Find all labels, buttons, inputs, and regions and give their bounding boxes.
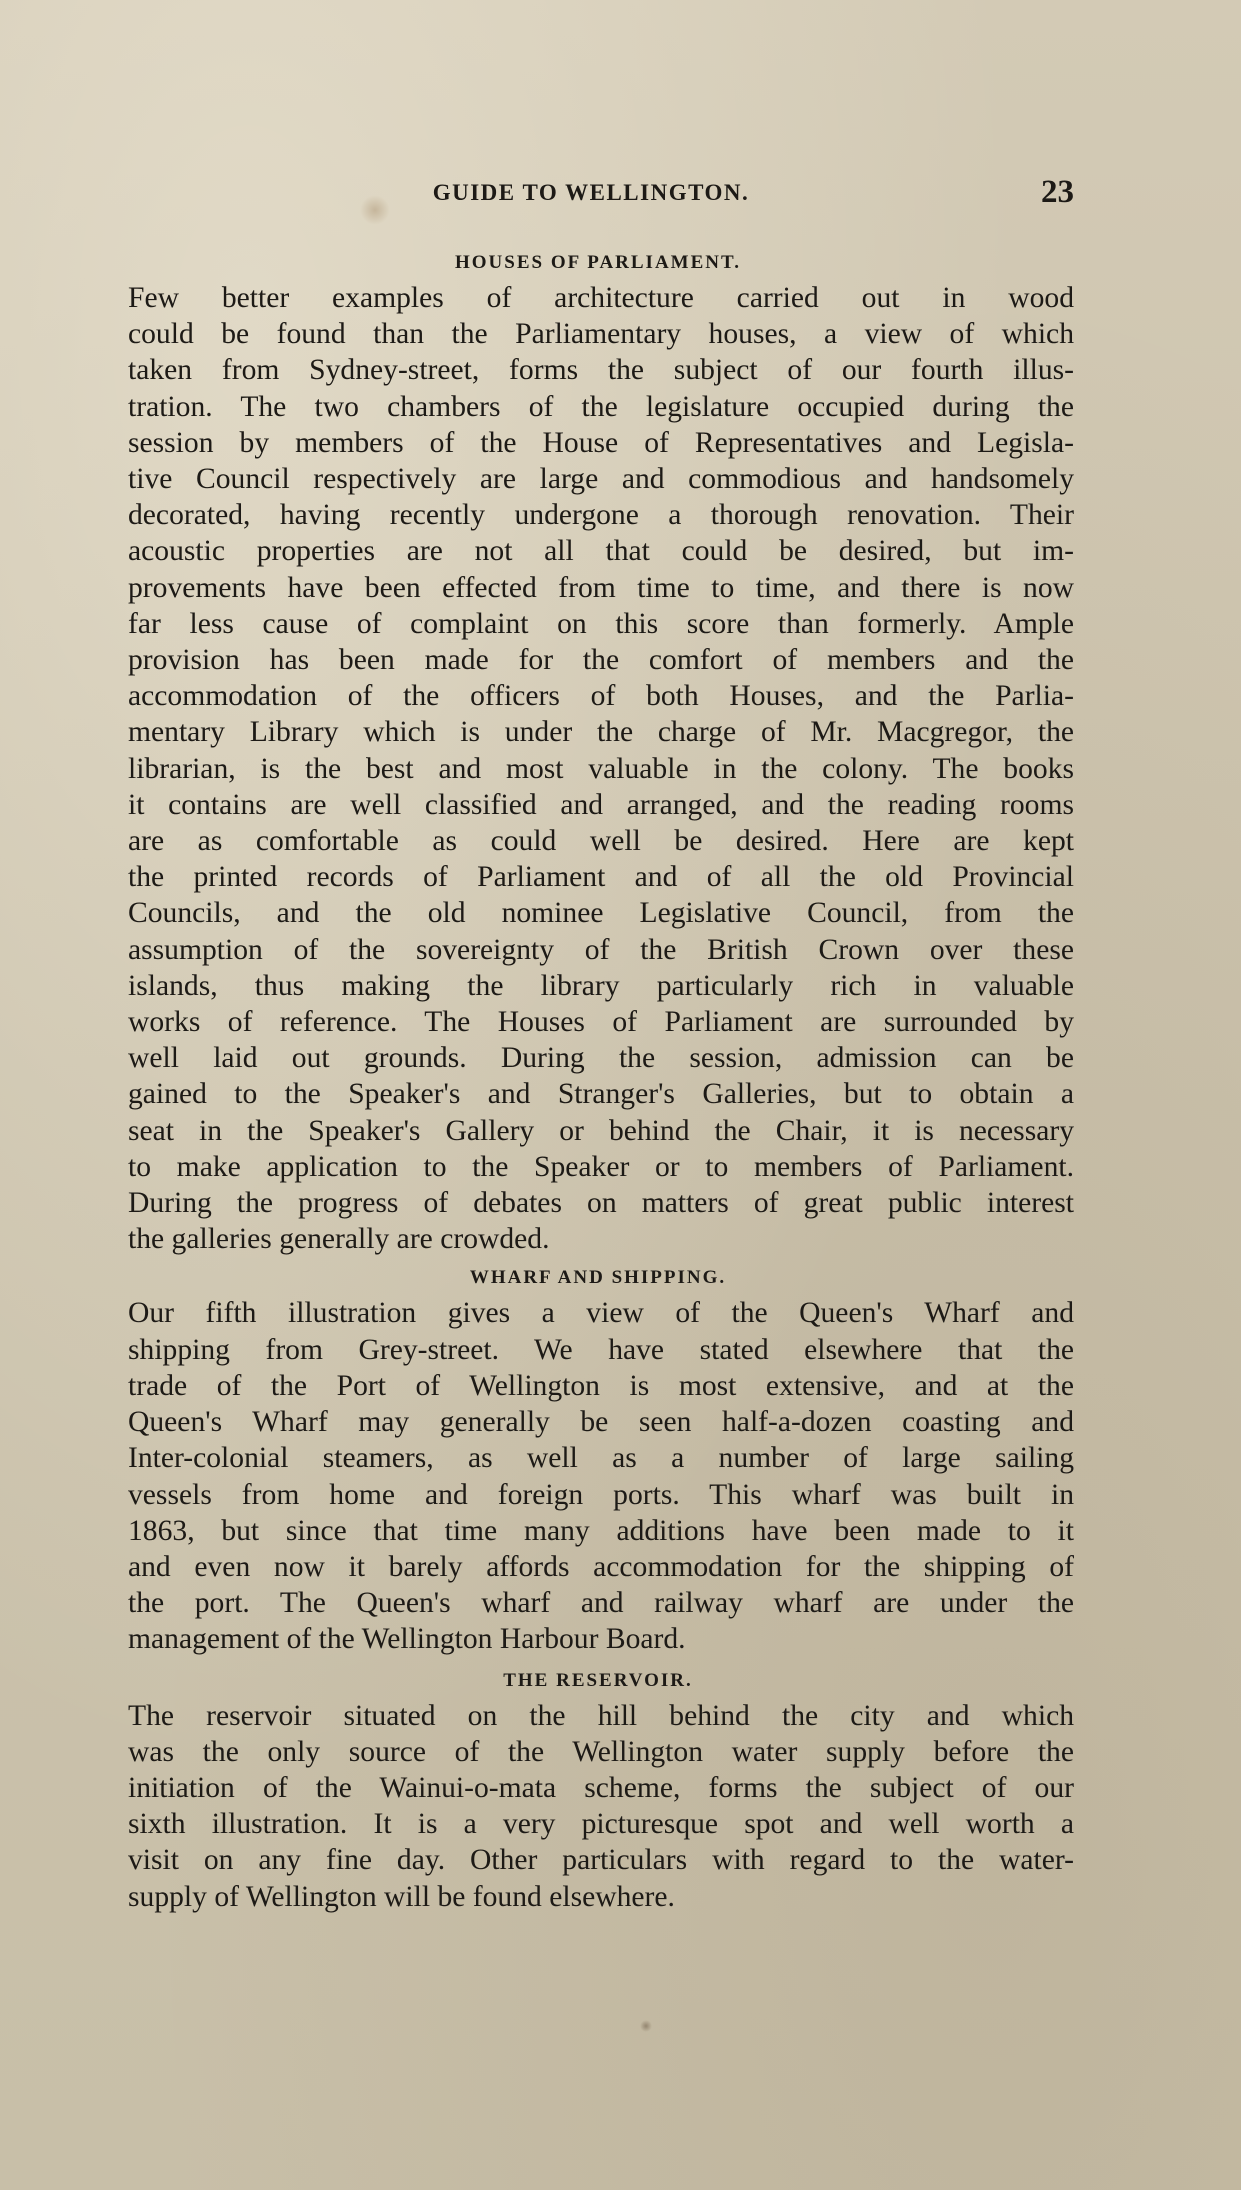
text-line: Councils, and the old nominee Legislative Council, from the	[128, 897, 1074, 930]
text-line: vessels from home and foreign ports. This wharf was built in	[128, 1478, 1074, 1511]
text-line: shipping from Grey-street. We have stated elsewhere that the	[128, 1333, 1074, 1366]
text-line: Queen's Wharf may generally be seen half-a-dozen coasting and	[128, 1406, 1074, 1439]
text-line: it contains are well classified and arranged, and the reading rooms	[128, 788, 1074, 821]
page-number: 23	[1041, 174, 1074, 210]
text-line: mentary Library which is under the charge of Mr. Macgregor, the	[128, 716, 1074, 749]
section-heading-houses-of-parliament: HOUSES OF PARLIAMENT.	[454, 252, 742, 273]
text-line: and even now it barely affords accommodation for the shipping of	[128, 1550, 1074, 1583]
text-line: well laid out grounds. During the session, admission can be	[128, 1042, 1074, 1075]
text-line: management of the Wellington Harbour Board.	[128, 1623, 686, 1656]
text-line: islands, thus making the library particularly rich in valuable	[128, 969, 1074, 1002]
book-page	[108, 170, 1074, 1915]
text-line: works of reference. The Houses of Parliament are surrounded by	[128, 1006, 1074, 1039]
text-line: taken from Sydney-street, forms the subject of our fourth illus-	[128, 354, 1074, 387]
text-line: sixth illustration. It is a very picturesque spot and well worth a	[128, 1808, 1074, 1841]
paper-speck	[640, 2020, 652, 2032]
text-line: provements have been effected from time to time, and there is now	[128, 571, 1074, 604]
text-line: Few better examples of architecture carried out in wood	[128, 282, 1074, 314]
text-line: decorated, having recently undergone a thorough renovation. Their	[128, 499, 1074, 532]
text-line: 1863, but since that time many additions have been made to it	[128, 1514, 1074, 1547]
text-line: far less cause of complaint on this score than formerly. Ample	[128, 607, 1074, 640]
text-line: session by members of the House of Representatives and Legisla-	[128, 426, 1074, 459]
text-line: Our fifth illustration gives a view of the Queen's Wharf and	[128, 1297, 1074, 1330]
paragraph-wharf-and-shipping	[108, 1295, 1074, 1657]
text-line: provision has been made for the comfort of members and the	[128, 644, 1074, 677]
text-line: During the progress of debates on matters of great public interest	[128, 1187, 1074, 1220]
text-line: the galleries generally are crowded.	[128, 1223, 550, 1256]
text-line: librarian, is the best and most valuable in the colony. The books	[128, 752, 1074, 785]
text-line: The reservoir situated on the hill behind the city and which	[128, 1699, 1074, 1732]
running-head	[108, 170, 1074, 220]
text-line: Inter-colonial steamers, as well as a number of large sailing	[128, 1442, 1074, 1475]
text-line: was the only source of the Wellington water supply before the	[128, 1735, 1074, 1768]
text-line: visit on any fine day. Other particulars with regard to the water-	[128, 1844, 1074, 1877]
text-line: could be found than the Parliamentary houses, a view of which	[128, 318, 1074, 351]
paragraph-houses-of-parliament	[108, 280, 1074, 1257]
text-line: the printed records of Parliament and of all the old Provincial	[128, 861, 1074, 894]
running-title: GUIDE TO WELLINGTON.	[432, 180, 750, 205]
text-line: initiation of the Wainui-o-mata scheme, forms the subject of our	[128, 1771, 1074, 1804]
section-heading-wharf-and-shipping: WHARF AND SHIPPING.	[469, 1267, 727, 1289]
text-line: tive Council respectively are large and commodious and handsomely	[128, 463, 1074, 496]
text-line: acoustic properties are not all that could be desired, but im-	[128, 535, 1074, 568]
text-line: are as comfortable as could well be desired. Here are kept	[128, 825, 1074, 858]
text-line: assumption of the sovereignty of the British Crown over these	[128, 933, 1074, 966]
paragraph-the-reservoir	[108, 1698, 1074, 1915]
text-line: seat in the Speaker's Gallery or behind the Chair, it is necessary	[128, 1114, 1074, 1147]
text-line: the port. The Queen's wharf and railway wharf are under the	[128, 1587, 1074, 1620]
text-line: trade of the Port of Wellington is most extensive, and at the	[128, 1369, 1074, 1402]
text-line: tration. The two chambers of the legislature occupied during the	[128, 390, 1074, 423]
text-line: supply of Wellington will be found elsewhere.	[128, 1880, 675, 1913]
section-heading-the-reservoir: THE RESERVOIR.	[503, 1669, 693, 1691]
text-line: to make application to the Speaker or to members of Parliament.	[128, 1150, 1074, 1183]
text-line: accommodation of the officers of both Houses, and the Parlia-	[128, 680, 1074, 713]
text-line: gained to the Speaker's and Stranger's Galleries, but to obtain a	[128, 1078, 1074, 1111]
